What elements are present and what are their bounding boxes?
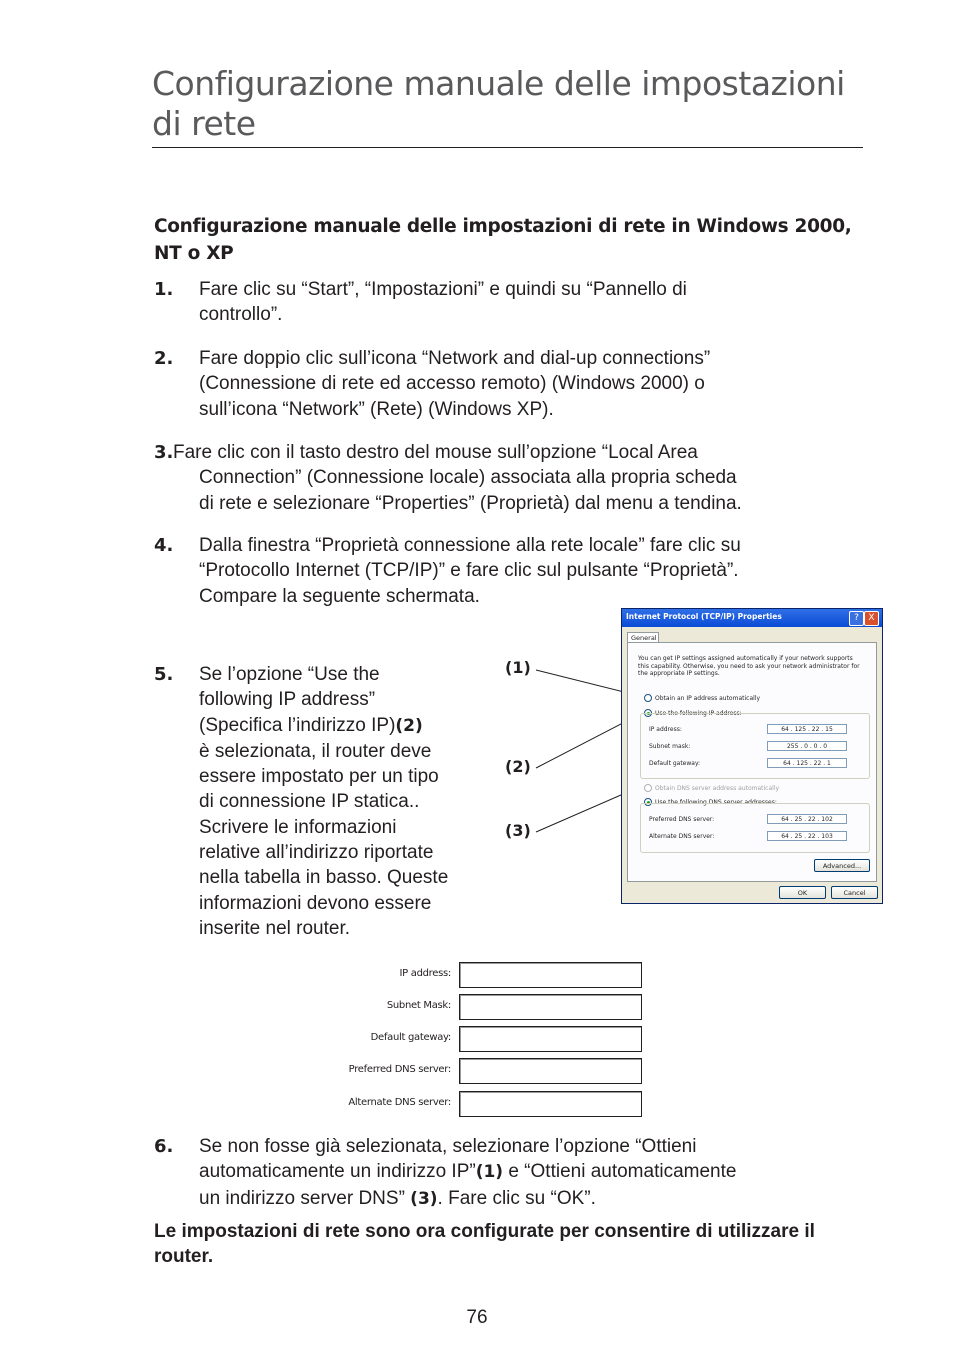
preferred-dns-field[interactable]: 64 . 25 . 22 . 102 bbox=[767, 814, 847, 824]
step-line: di rete e selezionare “Properties” (Proprietà) dal menu a tendina. bbox=[199, 492, 742, 514]
callout-3: (3) bbox=[505, 821, 531, 840]
step-number: 3. bbox=[154, 442, 174, 463]
tab-general[interactable]: General bbox=[627, 632, 659, 643]
subnet-mask-label: Subnet mask: bbox=[649, 743, 691, 750]
form-preferred-dns-label: Preferred DNS server: bbox=[348, 1064, 451, 1075]
step-text-fragment: automaticamente un indirizzo IP” bbox=[199, 1161, 476, 1183]
step-line bbox=[199, 1159, 736, 1185]
step-line: Compare la seguente schermata. bbox=[199, 585, 480, 607]
close-icon[interactable]: X bbox=[864, 611, 879, 626]
section-heading: Configurazione manuale delle impostazioni di rete in Windows 2000, NT o XP bbox=[154, 216, 852, 264]
callout-ref: (1) bbox=[475, 1162, 504, 1183]
step-line: inserite nel router. bbox=[199, 917, 351, 939]
step-line: controllo”. bbox=[199, 304, 283, 326]
step-line: è selezionata, il router deve bbox=[199, 740, 432, 762]
subnet-mask-field[interactable]: 255 . 0 . 0 . 0 bbox=[767, 741, 847, 751]
ok-button[interactable]: OK bbox=[779, 886, 826, 899]
default-gateway-field[interactable]: 64 . 125 . 22 . 1 bbox=[767, 758, 847, 768]
dialog-description: You can get IP settings assigned automatically if your network supports this capability. Otherwise, you need to ask your network administrator for the appropriate IP settings. bbox=[638, 655, 860, 677]
radio-label: Obtain DNS server address automatically bbox=[655, 784, 780, 792]
step-line: following IP address” bbox=[199, 689, 376, 711]
step-line: essere impostato per un tipo bbox=[199, 766, 439, 788]
step-line: Fare clic su “Start”, “Impostazioni” e quindi su “Pannello di bbox=[199, 279, 687, 300]
step-text-fragment: (Specifica l’indirizzo IP) bbox=[199, 714, 396, 736]
step-line: informazioni devono essere bbox=[199, 892, 432, 914]
radio-label: Use the following IP address: bbox=[655, 709, 742, 717]
callout-1: (1) bbox=[505, 658, 531, 677]
static-ip-group bbox=[640, 713, 870, 779]
form-alternate-dns-label: Alternate DNS server: bbox=[348, 1097, 451, 1108]
dialog-titlebar[interactable] bbox=[622, 609, 882, 627]
form-default-gateway-label: Default gateway: bbox=[370, 1032, 451, 1043]
step-number: 5. bbox=[154, 664, 174, 685]
page-number: 76 bbox=[466, 1307, 488, 1328]
step-number: 2. bbox=[154, 348, 174, 369]
step-line: Fare doppio clic sull’icona “Network and dial-up connections” bbox=[199, 348, 711, 369]
dialog-title: Internet Protocol (TCP/IP) Properties bbox=[626, 612, 782, 621]
radio-off-icon bbox=[644, 694, 652, 702]
radio-obtain-dns-auto[interactable] bbox=[644, 784, 779, 792]
step-line: Scrivere le informazioni bbox=[199, 816, 397, 838]
form-preferred-dns-box bbox=[459, 1058, 642, 1084]
radio-off-icon bbox=[644, 784, 652, 792]
default-gateway-label: Default gateway: bbox=[649, 760, 701, 767]
form-subnet-mask-box bbox=[459, 994, 642, 1020]
cancel-button[interactable]: Cancel bbox=[831, 886, 878, 899]
tcpip-properties-dialog bbox=[621, 608, 883, 904]
radio-label: Use the following DNS server addresses: bbox=[655, 798, 777, 806]
step-number: 1. bbox=[154, 279, 174, 300]
step-number: 4. bbox=[154, 535, 174, 556]
preferred-dns-label: Preferred DNS server: bbox=[649, 816, 715, 823]
callout-ref: (3) bbox=[410, 1188, 438, 1209]
step-line: di connessione IP statica.. bbox=[199, 791, 420, 813]
radio-label: Obtain an IP address automatically bbox=[655, 694, 761, 702]
radio-obtain-ip-auto[interactable] bbox=[644, 694, 760, 702]
help-icon[interactable]: ? bbox=[849, 611, 864, 626]
step-text-fragment: e “Ottieni automaticamente bbox=[503, 1161, 737, 1183]
general-tab-panel bbox=[627, 642, 877, 882]
advanced-button[interactable]: Advanced... bbox=[814, 859, 870, 872]
step-line: Connection” (Connessione locale) associata alla propria scheda bbox=[199, 467, 737, 489]
form-ip-address-label: IP address: bbox=[399, 968, 451, 979]
step-text bbox=[199, 1134, 736, 1212]
step-number: 6. bbox=[154, 1136, 174, 1157]
step-line: Fare clic con il tasto destro del mouse sull’opzione “Local Area bbox=[173, 442, 698, 463]
step-line: relative all’indirizzo riportate bbox=[199, 842, 434, 864]
page-title: Configurazione manuale delle impostazioni di rete bbox=[152, 64, 845, 143]
form-alternate-dns-box bbox=[459, 1091, 642, 1117]
form-ip-address-box bbox=[459, 962, 642, 988]
step-line: Se l’opzione “Use the bbox=[199, 664, 380, 685]
ip-address-label: IP address: bbox=[649, 726, 682, 733]
alternate-dns-field[interactable]: 64 . 25 . 22 . 103 bbox=[767, 831, 847, 841]
alternate-dns-label: Alternate DNS server: bbox=[649, 833, 715, 840]
step-text-fragment: un indirizzo server DNS” bbox=[199, 1187, 411, 1209]
closing-note: Le impostazioni di rete sono ora configurate per consentire di utilizzare il router. bbox=[154, 1221, 815, 1268]
callout-2: (2) bbox=[505, 757, 531, 776]
form-default-gateway-box bbox=[459, 1026, 642, 1052]
step-line: nella tabella in basso. Queste bbox=[199, 867, 449, 889]
static-dns-group bbox=[640, 803, 870, 853]
step-line: Se non fosse già selezionata, selezionare l’opzione “Ottieni bbox=[199, 1136, 697, 1157]
ip-address-field[interactable]: 64 . 125 . 22 . 15 bbox=[767, 724, 847, 734]
step-line: “Protocollo Internet (TCP/IP)” e fare clic sul pulsante “Proprietà”. bbox=[199, 560, 739, 582]
form-subnet-mask-label: Subnet Mask: bbox=[386, 1000, 451, 1011]
step-line: Dalla finestra “Proprietà connessione alla rete locale” fare clic su bbox=[199, 535, 741, 556]
step-line bbox=[199, 1186, 736, 1212]
callout-ref: (2) bbox=[395, 715, 423, 736]
step-line: (Connessione di rete ed accesso remoto) (Windows 2000) o bbox=[199, 373, 705, 395]
step-line: sull’icona “Network” (Rete) (Windows XP). bbox=[199, 398, 554, 420]
step-text-fragment: . Fare clic su “OK”. bbox=[437, 1187, 596, 1209]
